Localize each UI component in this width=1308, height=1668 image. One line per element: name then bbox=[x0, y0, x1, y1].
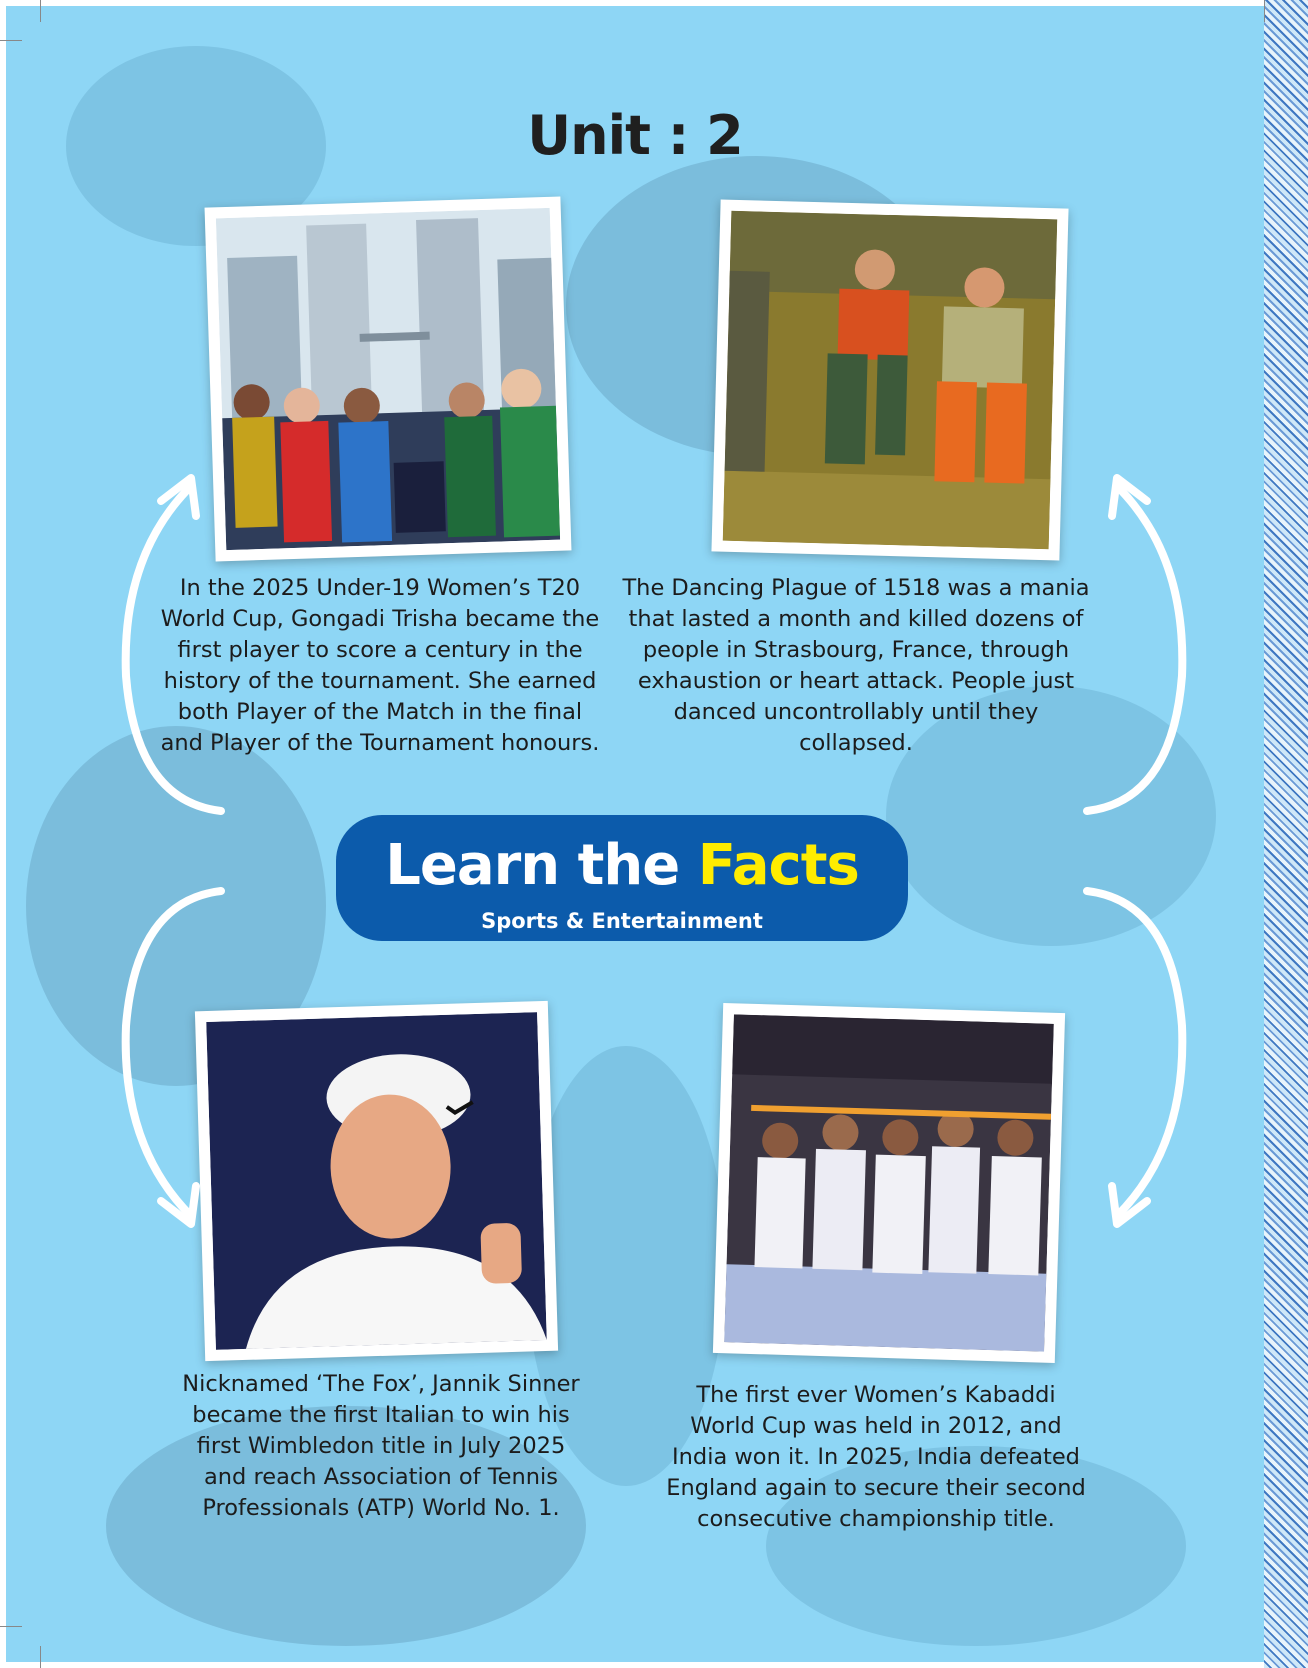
curved-arrow-top-left-icon bbox=[106, 466, 236, 816]
fact-caption-kabaddi: The first ever Women’s Kabaddi World Cup was held in 2012, and India won it. In 2025, India defeated England again to secure their second consecutive championship title. bbox=[666, 1382, 1086, 1532]
tennis-player-image bbox=[206, 1012, 547, 1350]
dancing-plague-painting bbox=[711, 200, 1068, 561]
cricket-team-photo bbox=[205, 196, 572, 561]
fact-caption-cricket: In the 2025 Under-19 Women’s T20 World Cup, Gongadi Trisha became the first player to score a century in the history of the tournament. She earned both Player of the Match in the final and Player of the Tournament honours. bbox=[160, 575, 600, 756]
learn-the-facts-badge bbox=[336, 815, 908, 941]
crop-mark bbox=[0, 40, 22, 41]
badge-title-highlight: Facts bbox=[697, 833, 859, 898]
curved-arrow-bottom-right-icon bbox=[1072, 886, 1202, 1236]
crop-mark bbox=[40, 1646, 41, 1668]
poster-page bbox=[6, 6, 1264, 1662]
tennis-player-photo bbox=[195, 1001, 558, 1361]
curved-arrow-top-right-icon bbox=[1072, 466, 1202, 816]
crop-mark bbox=[0, 1626, 22, 1627]
kabaddi-team-image bbox=[724, 1014, 1054, 1351]
badge-title bbox=[336, 833, 908, 898]
badge-subtitle: Sports & Entertainment bbox=[481, 909, 763, 933]
page-title: Unit : 2 bbox=[527, 104, 743, 167]
cricket-team-image bbox=[216, 208, 560, 550]
dancing-plague-image bbox=[723, 211, 1058, 549]
badge-title-main: Learn the bbox=[385, 833, 698, 898]
kabaddi-team-photo bbox=[713, 1003, 1065, 1363]
crop-mark bbox=[1264, 0, 1265, 22]
fact-caption-tennis: Nicknamed ‘The Fox’, Jannik Sinner became the first Italian to win his first Wimbledon title in July 2025 and reach Association of Tennis Professionals (ATP) World No. 1. bbox=[182, 1371, 580, 1521]
decorative-edge-strip bbox=[1264, 0, 1308, 1668]
crop-mark bbox=[40, 0, 41, 22]
curved-arrow-bottom-left-icon bbox=[106, 886, 236, 1236]
fact-caption-dancing-plague: The Dancing Plague of 1518 was a mania that lasted a month and killed dozens of people in Strasbourg, France, through exhaustion or heart attack. People just danced uncontrollably until they collapsed. bbox=[622, 575, 1090, 756]
